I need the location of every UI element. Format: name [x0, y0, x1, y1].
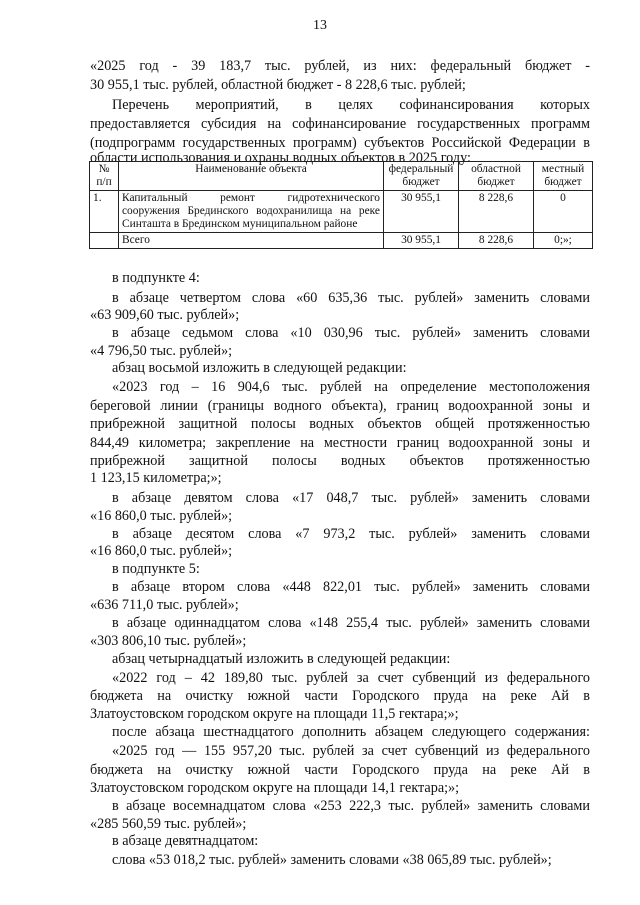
header-num: № п/п	[90, 162, 119, 191]
header-federal: федеральный бюджет	[384, 162, 459, 191]
table-row	[90, 191, 593, 233]
intro-line: 30 955,1 тыс. рублей, областной бюджет - 8 228,6 тыс. рублей;	[90, 77, 466, 93]
body-line: в абзаце девятнадцатом:	[112, 833, 259, 849]
header-name: Наименование объекта	[119, 162, 384, 191]
body-line: абзац восьмой изложить в следующей редакции:	[112, 360, 407, 376]
cell-name: Капитальный ремонт гидротехнического сооружения Брединского водохранилища на реке Синташта в Брединском муниципальном районе	[119, 191, 384, 233]
body-line: «285 560,59 тыс. рублей»;	[90, 816, 247, 832]
body-line: в абзаце восемнадцатом слова «253 222,3 тыс. рублей» заменить словами	[112, 798, 590, 814]
body-line: в абзаце седьмом слова «10 030,96 тыс. рублей» заменить словами	[112, 325, 590, 341]
table-row-total	[90, 233, 593, 249]
body-line: в абзаце втором слова «448 822,01 тыс. рублей» заменить словами	[112, 579, 590, 595]
body-line: «2025 год — 155 957,20 тыс. рублей за счет субвенций из федерального	[112, 743, 590, 759]
cell-num	[90, 233, 119, 249]
body-line: в абзаце девятом слова «17 048,7 тыс. рублей» заменить словами	[112, 490, 590, 506]
body-line: 1 123,15 километра;»;	[90, 470, 222, 486]
cell-num: 1.	[90, 191, 119, 233]
intro-line: «2025 год - 39 183,7 тыс. рублей, из них: федеральный бюджет -	[90, 58, 590, 74]
body-line: в абзаце десятом слова «7 973,2 тыс. рублей» заменить словами	[112, 526, 590, 542]
body-line: бюджета на очистку южной части Городского пруда на реке Ай в	[90, 762, 590, 778]
body-line: «2022 год – 42 189,80 тыс. рублей за счет субвенций из федерального	[112, 670, 590, 686]
header-local: местный бюджет	[534, 162, 593, 191]
cell-federal: 30 955,1	[384, 191, 459, 233]
body-line: в абзаце четвертом слова «60 635,36 тыс. рублей» заменить словами	[112, 290, 590, 306]
body-line: «4 796,50 тыс. рублей»;	[90, 343, 233, 359]
table-header-row	[90, 162, 593, 191]
header-regional: областной бюджет	[459, 162, 534, 191]
page-number: 13	[313, 18, 327, 33]
body-line: прибрежной защитной полосы водных объектов общей протяженностью	[90, 416, 590, 432]
body-line: в абзаце одиннадцатом слова «148 255,4 тыс. рублей» заменить словами	[112, 615, 590, 631]
body-line: в подпункте 5:	[112, 561, 200, 577]
body-line: Златоустовском городском округе на площади 11,5 гектара;»;	[90, 706, 459, 722]
body-line: абзац четырнадцатый изложить в следующей редакции:	[112, 651, 451, 667]
intro-line: Перечень мероприятий, в целях софинансирования которых	[112, 97, 590, 113]
cell-local: 0;»;	[534, 233, 593, 249]
body-line: 844,49 километра; закрепление на местности границ водоохранной зоны и	[90, 435, 590, 451]
body-line: слова «53 018,2 тыс. рублей» заменить словами «38 065,89 тыс. рублей»;	[112, 852, 552, 868]
subsidy-table	[89, 161, 593, 249]
body-line: «16 860,0 тыс. рублей»;	[90, 543, 233, 559]
body-line: в подпункте 4:	[112, 270, 200, 286]
body-line: береговой линии (границы водного объекта), границ водоохранной зоны и	[90, 398, 590, 414]
intro-line: области использования и охраны водных объектов в 2025 году:	[90, 150, 471, 166]
body-line: после абзаца шестнадцатого дополнить абзацем следующего содержания:	[112, 724, 590, 740]
intro-line: предоставляется субсидия на софинансирование государственных программ	[90, 116, 590, 132]
cell-regional: 8 228,6	[459, 233, 534, 249]
cell-name: Всего	[119, 233, 384, 249]
body-line: «636 711,0 тыс. рублей»;	[90, 597, 239, 613]
cell-regional: 8 228,6	[459, 191, 534, 233]
body-line: Златоустовском городском округе на площади 14,1 гектара;»;	[90, 780, 460, 796]
body-line: «2023 год – 16 904,6 тыс. рублей на определение местоположения	[112, 379, 590, 395]
body-line: «303 806,10 тыс. рублей»;	[90, 633, 247, 649]
body-line: «63 909,60 тыс. рублей»;	[90, 307, 240, 323]
cell-federal: 30 955,1	[384, 233, 459, 249]
body-line: бюджета на очистку южной части Городского пруда на реке Ай в	[90, 688, 590, 704]
cell-local: 0	[534, 191, 593, 233]
intro-line: (подпрограмм государственных программ) субъектов Российской Федерации в	[90, 135, 590, 151]
body-line: прибрежной защитной полосы водных объектов протяженностью	[90, 453, 590, 469]
body-line: «16 860,0 тыс. рублей»;	[90, 508, 233, 524]
